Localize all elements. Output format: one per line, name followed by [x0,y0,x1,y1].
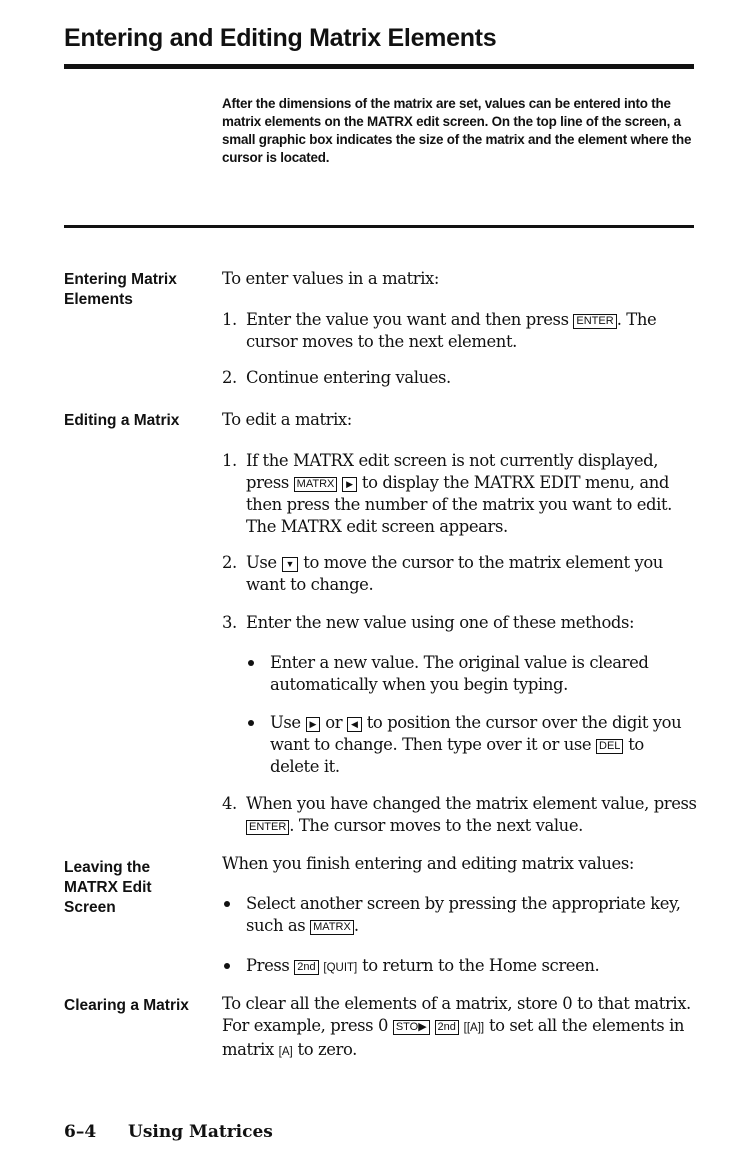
entering-lead: To enter values in a matrix: [222,269,440,288]
second-key: 2nd [435,1020,459,1035]
matrix-a-function-label: [[A]] [463,1022,485,1034]
matrix-a-label: [A] [278,1046,293,1058]
step-text: Continue entering values. [246,368,451,387]
side-heading-entering: Entering Matrix Elements [64,271,177,308]
bullet-text: Use [270,713,301,732]
step-number: 2. [222,368,237,387]
editing-step-4 [222,793,697,837]
bullet-text: Select another screen by pressing the appropriate key, such as [246,894,681,935]
quit-function-label: [QUIT] [323,962,358,974]
matrx-key: MATRX [310,920,354,935]
editing-step-3 [222,612,697,634]
page-number: 6–4 [64,1122,97,1142]
chapter-name: Using Matrices [128,1122,273,1142]
del-key: DEL [596,739,623,754]
step-text: . The cursor moves to the next value. [289,816,583,835]
step-number: 4. [222,794,237,813]
step-number: 1. [222,310,237,329]
page-title: Entering and Editing Matrix Elements [64,24,497,52]
second-key: 2nd [294,960,318,975]
bullet-text: to delete it. [270,735,644,776]
editing-bullet-2 [246,712,696,778]
side-heading-editing: Editing a Matrix [64,412,180,429]
matrx-key: MATRX [294,477,338,492]
step-number: 1. [222,451,237,470]
editing-step-1 [222,450,697,538]
right-arrow-key-icon: ▶ [342,477,357,492]
step-text: to display the MATRX EDIT menu, and then press the number of the matrix you want to edit. The MATRX edit screen appears. [246,473,672,536]
bullet-text: Press [246,956,290,975]
step-text: When you have changed the matrix element value, press [246,794,697,813]
step-text: Use [246,553,277,572]
page-footer [64,1122,273,1142]
editing-lead: To edit a matrix: [222,410,352,429]
bullet-dot [248,720,254,726]
bullet-dot [224,901,230,907]
leaving-bullet-2 [222,955,692,979]
step-number: 3. [222,613,237,632]
editing-step-2 [222,552,697,596]
leaving-lead: When you finish entering and editing matrix values: [222,854,634,873]
bullet-dot [224,963,230,969]
step-text: to move the cursor to the matrix element you want to change. [246,553,663,594]
step-text: If the MATRX edit screen is not currently displayed, press [246,451,659,492]
bullet-text: or [325,713,343,732]
leaving-bullet-1 [222,893,692,937]
sto-key: STO▶ [393,1020,430,1035]
bullet-text: Enter a new value. The original value is cleared automatically when you begin typing. [270,653,649,694]
intro-paragraph: After the dimensions of the matrix are set, values can be entered into the matrix elements on the MATRX edit screen. On the top line of the screen, a small graphic box indicates the size of the matrix and the element where the cursor is located. [222,96,692,165]
step-text: . The cursor moves to the next element. [246,310,657,351]
step-number: 2. [222,553,237,572]
bullet-dot [248,660,254,666]
right-arrow-key-icon: ▶ [306,717,321,732]
bullet-text: . [353,916,359,935]
editing-bullet-1 [246,652,696,696]
step-text: Enter the new value using one of these methods: [246,613,635,632]
enter-key: ENTER [246,820,289,835]
down-arrow-key-icon: ▼ [282,557,299,572]
step-text: Enter the value you want and then press [246,310,569,329]
clearing-text: to set all the elements in matrix [222,1016,685,1059]
bullet-text: to return to the Home screen. [362,956,600,975]
left-arrow-key-icon: ◀ [347,717,362,732]
entering-step-2 [222,367,697,389]
enter-key: ENTER [573,314,616,329]
bullet-text: to position the cursor over the digit you want to change. Then type over it or use [270,713,682,754]
side-heading-leaving: Leaving the MATRX Edit Screen [64,859,152,916]
side-heading-clearing: Clearing a Matrix [64,997,189,1014]
clearing-text: To clear all the elements of a matrix, store 0 to that matrix. For example, press 0 [222,994,691,1035]
clearing-text: to zero. [297,1040,357,1059]
clearing-paragraph [222,993,697,1063]
section-rule [64,225,694,228]
entering-step-1 [222,309,697,353]
title-rule [64,64,694,69]
